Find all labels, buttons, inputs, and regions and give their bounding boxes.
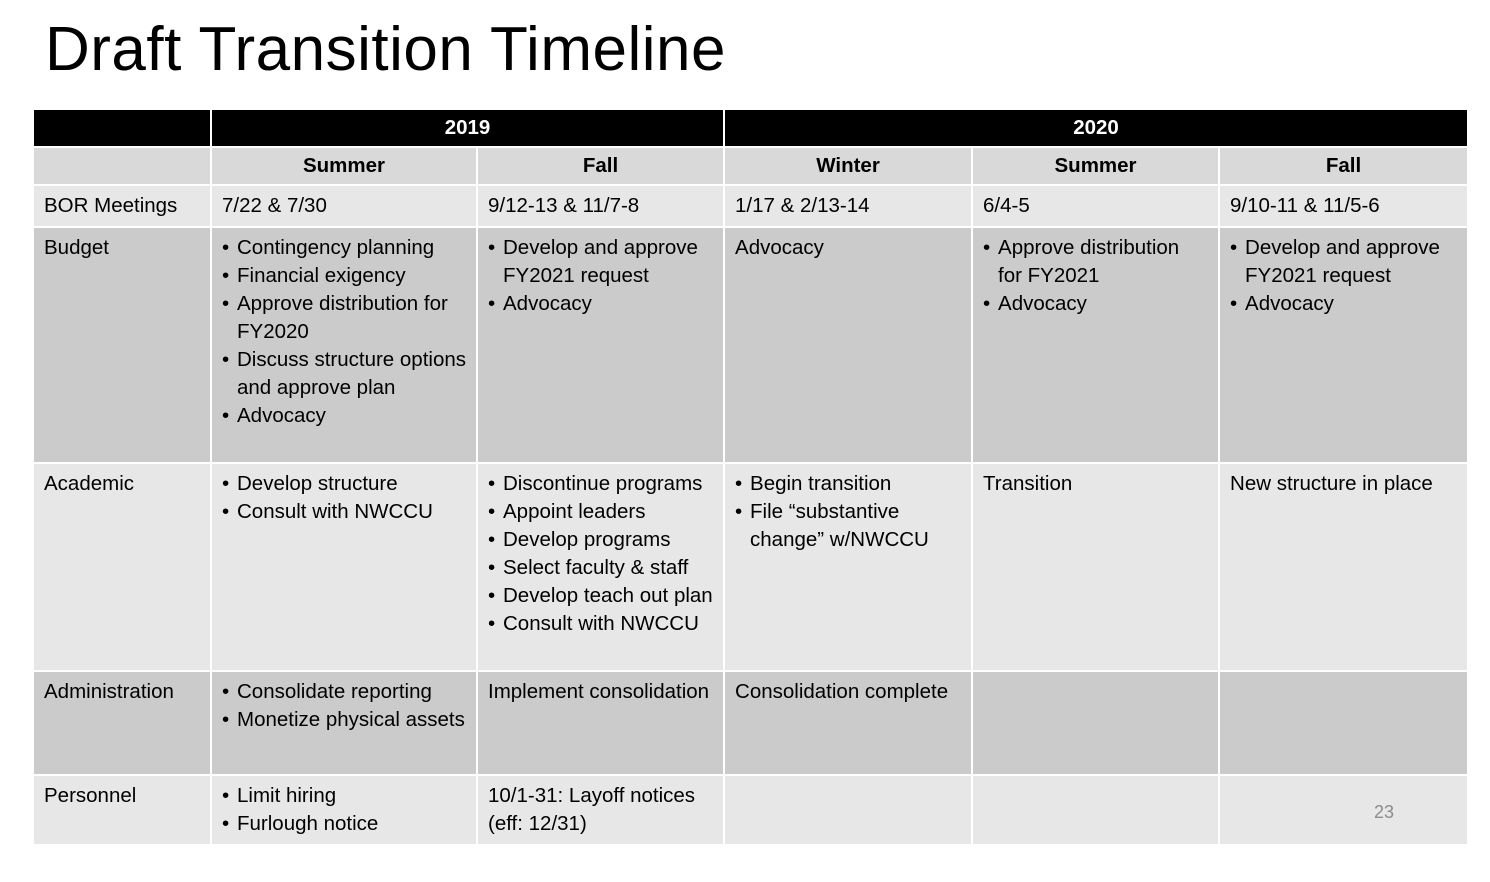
list-item: • Advocacy bbox=[1230, 290, 1457, 318]
academic-winter-2020 bbox=[724, 463, 972, 671]
season-fall-2020: Fall bbox=[1219, 147, 1468, 185]
academic-fall-2019-list bbox=[488, 470, 713, 638]
budget-fall-2020 bbox=[1219, 227, 1468, 463]
list-item: • Furlough notice bbox=[222, 810, 466, 838]
personnel-summer-2020 bbox=[972, 775, 1219, 845]
timeline-table bbox=[32, 108, 1469, 846]
personnel-winter-2020 bbox=[724, 775, 972, 845]
administration-row bbox=[33, 671, 1468, 775]
budget-summer-2020-list bbox=[983, 234, 1208, 318]
list-item: • Approve distribution for FY2020 bbox=[222, 290, 466, 346]
season-winter-2020: Winter bbox=[724, 147, 972, 185]
list-item: • Contingency planning bbox=[222, 234, 466, 262]
budget-fall-2019 bbox=[477, 227, 724, 463]
personnel-summer-2019-list bbox=[222, 782, 466, 838]
administration-summer-2019-list bbox=[222, 678, 466, 734]
academic-summer-2019-list bbox=[222, 470, 466, 526]
season-summer-2019: Summer bbox=[211, 147, 477, 185]
row-label-academic: Academic bbox=[33, 463, 211, 671]
personnel-fall-2019: 10/1-31: Layoff notices (eff: 12/31) bbox=[477, 775, 724, 845]
list-item: • Advocacy bbox=[488, 290, 713, 318]
list-item: • Consolidate reporting bbox=[222, 678, 466, 706]
list-item: • Develop and approve FY2021 request bbox=[1230, 234, 1457, 290]
budget-row bbox=[33, 227, 1468, 463]
list-item: • Develop and approve FY2021 request bbox=[488, 234, 713, 290]
list-item: • Monetize physical assets bbox=[222, 706, 466, 734]
bor-fall-2020: 9/10-11 & 11/5-6 bbox=[1219, 185, 1468, 227]
list-item: • Appoint leaders bbox=[488, 498, 713, 526]
academic-winter-2020-list bbox=[735, 470, 961, 554]
season-header-row bbox=[33, 147, 1468, 185]
administration-fall-2020 bbox=[1219, 671, 1468, 775]
budget-summer-2019 bbox=[211, 227, 477, 463]
list-item: • Advocacy bbox=[983, 290, 1208, 318]
bor-summer-2020: 6/4-5 bbox=[972, 185, 1219, 227]
bor-summer-2019: 7/22 & 7/30 bbox=[211, 185, 477, 227]
list-item: • Consult with NWCCU bbox=[222, 498, 466, 526]
row-label-bor: BOR Meetings bbox=[33, 185, 211, 227]
year-header-empty bbox=[33, 109, 211, 147]
academic-fall-2019 bbox=[477, 463, 724, 671]
row-label-personnel: Personnel bbox=[33, 775, 211, 845]
personnel-summer-2019 bbox=[211, 775, 477, 845]
list-item: • Advocacy bbox=[222, 402, 466, 430]
administration-summer-2019 bbox=[211, 671, 477, 775]
bor-meetings-row bbox=[33, 185, 1468, 227]
academic-summer-2019 bbox=[211, 463, 477, 671]
bor-winter-2020: 1/17 & 2/13-14 bbox=[724, 185, 972, 227]
budget-fall-2020-list bbox=[1230, 234, 1457, 318]
administration-fall-2019: Implement consolidation bbox=[477, 671, 724, 775]
list-item: • Develop structure bbox=[222, 470, 466, 498]
list-item: • Develop programs bbox=[488, 526, 713, 554]
personnel-fall-2020 bbox=[1219, 775, 1468, 845]
list-item: • Consult with NWCCU bbox=[488, 610, 713, 638]
list-item: • Limit hiring bbox=[222, 782, 466, 810]
academic-row bbox=[33, 463, 1468, 671]
row-label-administration: Administration bbox=[33, 671, 211, 775]
season-fall-2019: Fall bbox=[477, 147, 724, 185]
slide-title: Draft Transition Timeline bbox=[45, 15, 726, 84]
budget-summer-2020 bbox=[972, 227, 1219, 463]
season-summer-2020: Summer bbox=[972, 147, 1219, 185]
list-item: • Select faculty & staff bbox=[488, 554, 713, 582]
academic-fall-2020: New structure in place bbox=[1219, 463, 1468, 671]
list-item: • Discontinue programs bbox=[488, 470, 713, 498]
budget-fall-2019-list bbox=[488, 234, 713, 318]
year-header-row bbox=[33, 109, 1468, 147]
list-item: • File “substantive change” w/NWCCU bbox=[735, 498, 961, 554]
season-header-empty bbox=[33, 147, 211, 185]
budget-summer-2019-list bbox=[222, 234, 466, 430]
year-header-2019: 2019 bbox=[211, 109, 724, 147]
personnel-row bbox=[33, 775, 1468, 845]
administration-summer-2020 bbox=[972, 671, 1219, 775]
year-header-2020: 2020 bbox=[724, 109, 1468, 147]
page-number: 23 bbox=[1374, 802, 1395, 822]
budget-winter-2020: Advocacy bbox=[724, 227, 972, 463]
bor-fall-2019: 9/12-13 & 11/7-8 bbox=[477, 185, 724, 227]
list-item: • Financial exigency bbox=[222, 262, 466, 290]
administration-winter-2020: Consolidation complete bbox=[724, 671, 972, 775]
list-item: • Develop teach out plan bbox=[488, 582, 713, 610]
list-item: • Begin transition bbox=[735, 470, 961, 498]
academic-summer-2020: Transition bbox=[972, 463, 1219, 671]
list-item: • Approve distribution for FY2021 bbox=[983, 234, 1208, 290]
list-item: • Discuss structure options and approve plan bbox=[222, 346, 466, 402]
row-label-budget: Budget bbox=[33, 227, 211, 463]
